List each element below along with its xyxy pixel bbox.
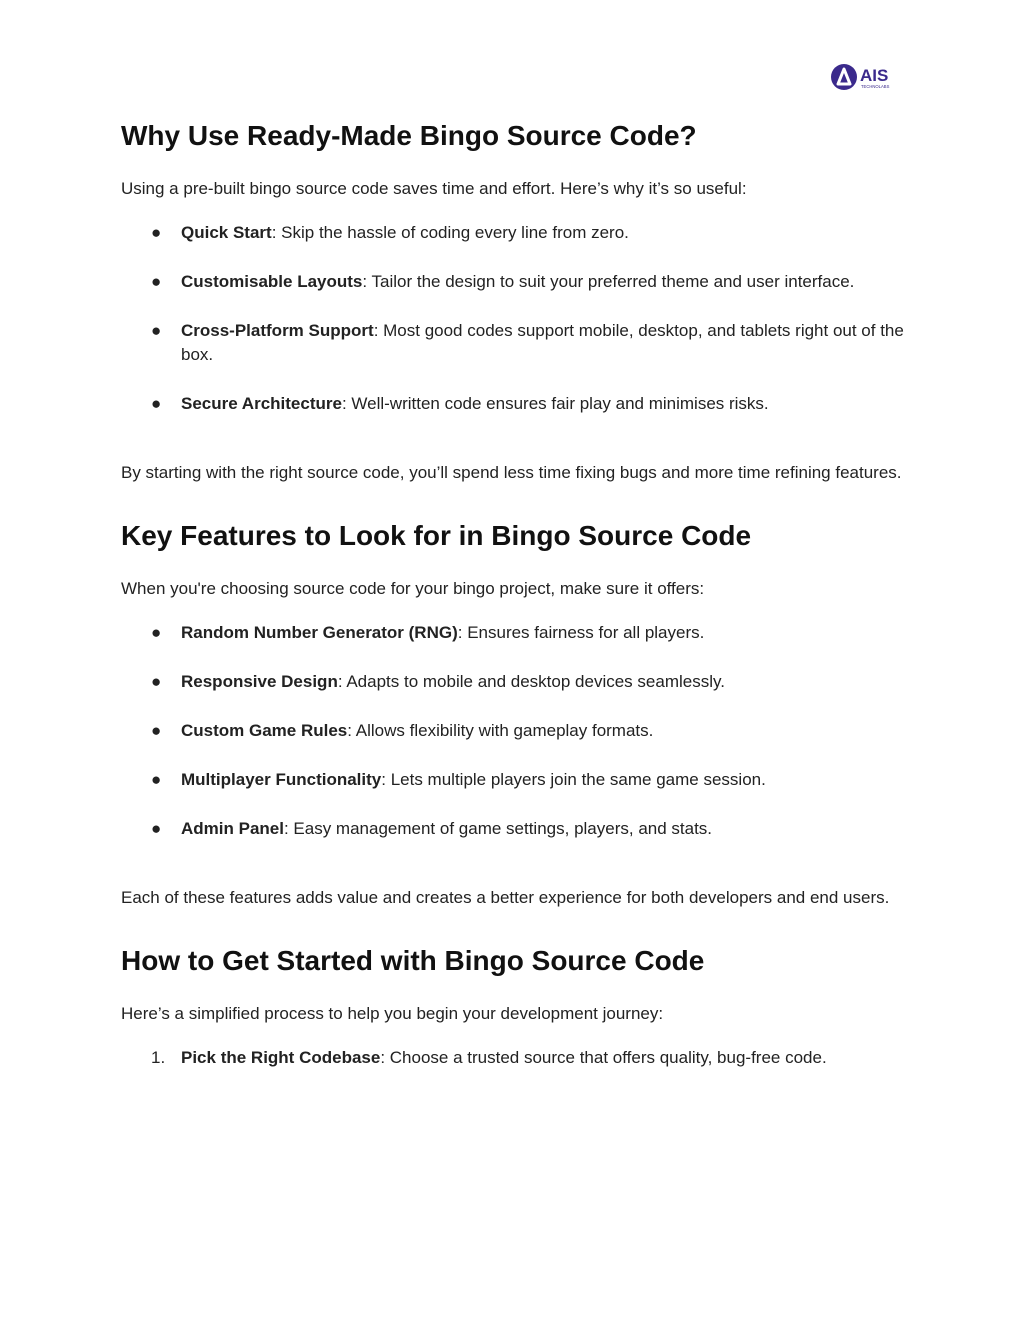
section-outro: Each of these features adds value and creates a better experience for both developers and end users.: [121, 888, 890, 907]
section-intro: When you're choosing source code for your bingo project, make sure it offers:: [121, 579, 705, 598]
list-item: [121, 719, 911, 743]
bullet-icon: ●: [151, 623, 162, 642]
bullet-icon: ●: [151, 223, 162, 242]
section-heading: How to Get Started with Bingo Source Code: [121, 945, 705, 976]
bullet-icon: ●: [151, 770, 162, 789]
item-number: 1.: [151, 1048, 166, 1067]
list-item: [121, 1046, 911, 1070]
bullet-list: [121, 621, 911, 841]
list-item: [121, 817, 911, 841]
item-desc: : Allows flexibility with gameplay formats.: [347, 721, 654, 740]
list-item: [121, 319, 911, 367]
ais-technolabs-logo: [830, 61, 910, 93]
item-term: Custom Game Rules: [181, 721, 348, 740]
item-desc: : Skip the hassle of coding every line from zero.: [271, 223, 629, 242]
section-heading: Key Features to Look for in Bingo Source Code: [121, 520, 752, 551]
item-desc: : Choose a trusted source that offers quality, bug-free code.: [380, 1048, 827, 1067]
bullet-icon: ●: [151, 321, 162, 340]
logo-text: AIS: [860, 66, 889, 85]
bullet-icon: ●: [151, 672, 162, 691]
list-item: [121, 670, 911, 694]
section-heading: Why Use Ready-Made Bingo Source Code?: [121, 120, 697, 151]
bullet-list: [121, 221, 911, 416]
logo-subtext: TECHNOLABS: [861, 84, 890, 89]
item-term: Pick the Right Codebase: [181, 1048, 381, 1067]
bullet-icon: ●: [151, 721, 162, 740]
list-item: [121, 392, 911, 416]
item-term: Quick Start: [181, 223, 272, 242]
item-desc: : Most good codes support mobile, desktop, and tablets right out of the box.: [181, 321, 904, 364]
list-item: [121, 768, 911, 792]
bullet-icon: ●: [151, 819, 162, 838]
list-item: [121, 621, 911, 645]
item-term: Cross-Platform Support: [181, 321, 374, 340]
item-term: Customisable Layouts: [181, 272, 363, 291]
bullet-icon: ●: [151, 272, 162, 291]
section-outro: By starting with the right source code, you’ll spend less time fixing bugs and more time refining features.: [121, 463, 902, 482]
list-item: [121, 270, 911, 294]
document-content: [121, 118, 911, 1070]
item-term: Admin Panel: [181, 819, 284, 838]
item-desc: : Ensures fairness for all players.: [457, 623, 705, 642]
item-desc: : Tailor the design to suit your preferred theme and user interface.: [362, 272, 855, 291]
item-desc: : Adapts to mobile and desktop devices seamlessly.: [337, 672, 725, 691]
list-item: [121, 221, 911, 245]
item-term: Secure Architecture: [181, 394, 342, 413]
section-intro: Using a pre-built bingo source code saves time and effort. Here’s why it’s so useful:: [121, 179, 747, 198]
numbered-list: [121, 1046, 911, 1070]
item-desc: : Well-written code ensures fair play and minimises risks.: [341, 394, 769, 413]
bullet-icon: ●: [151, 394, 162, 413]
item-desc: : Lets multiple players join the same game session.: [381, 770, 766, 789]
item-term: Multiplayer Functionality: [181, 770, 382, 789]
item-desc: : Easy management of game settings, players, and stats.: [283, 819, 713, 838]
item-term: Random Number Generator (RNG): [181, 623, 458, 642]
item-term: Responsive Design: [181, 672, 338, 691]
section-intro: Here’s a simplified process to help you begin your development journey:: [121, 1004, 664, 1023]
